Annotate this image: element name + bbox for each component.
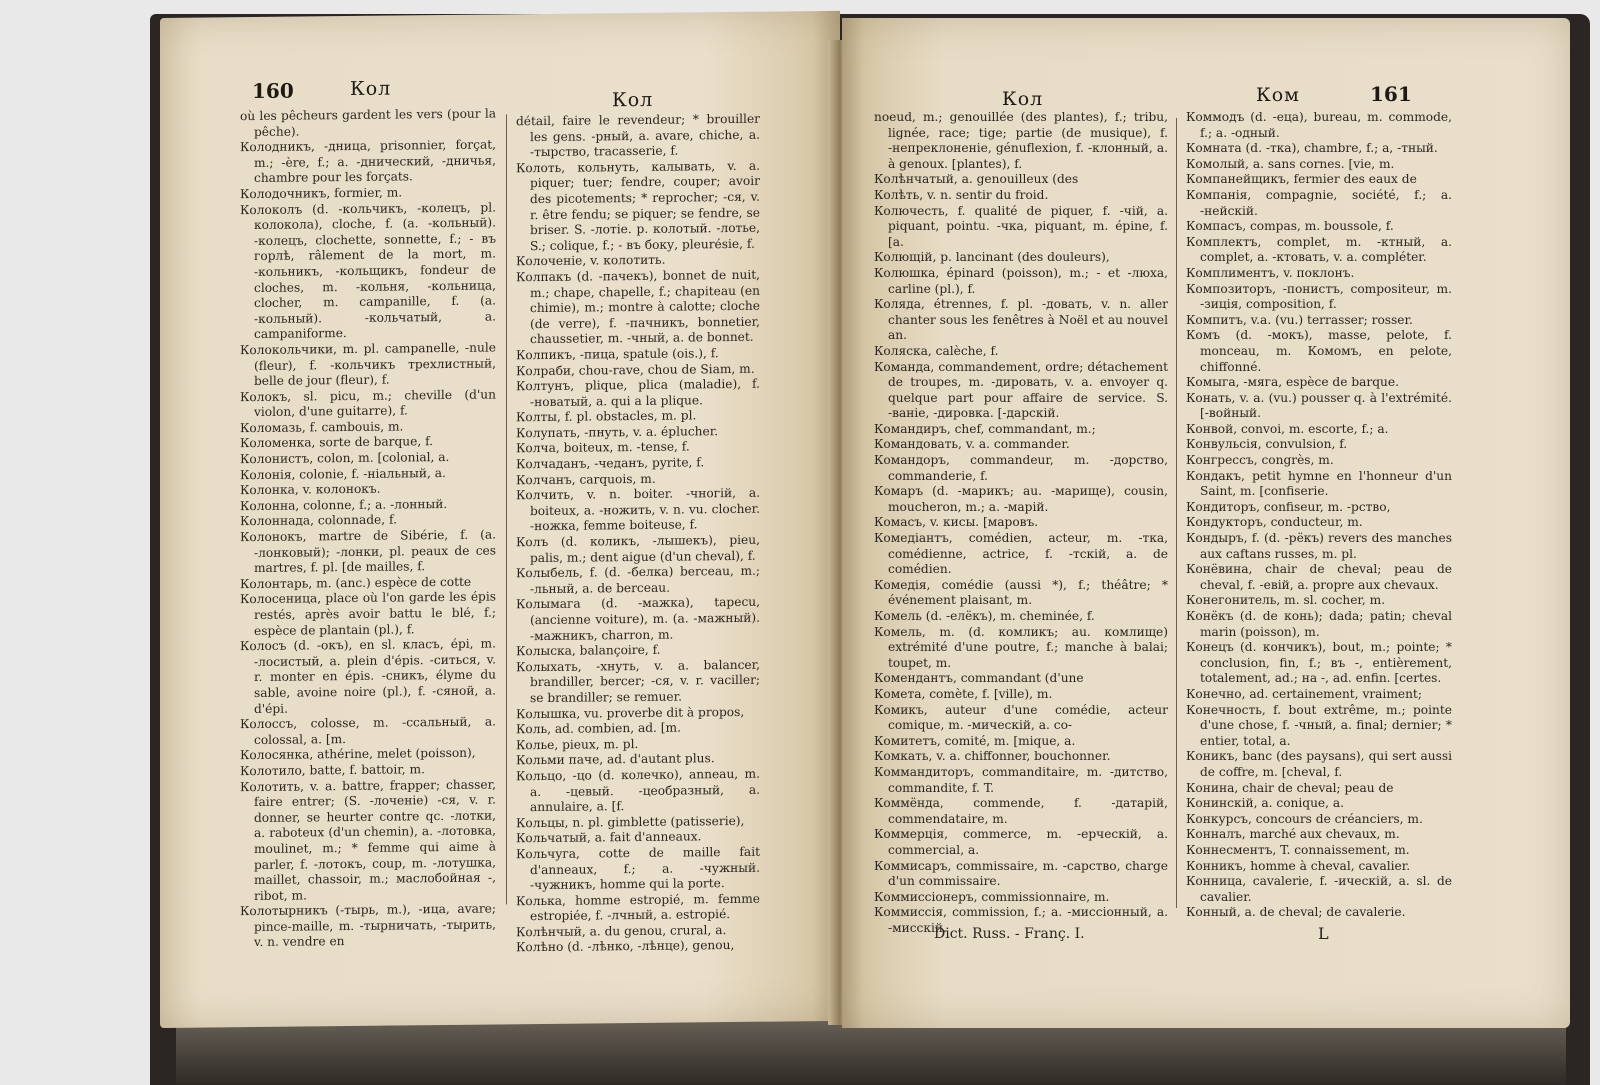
dictionary-entry: Коммёнда, commende, f. -датарій, commendataire, m.	[874, 796, 1168, 826]
running-head-left: Кол	[1002, 88, 1044, 110]
dictionary-entry: Конёкъ (d. de конь); dada; patin; cheval marin (poisson), m.	[1186, 609, 1452, 639]
dictionary-entry: Колчанъ, carquois, m.	[516, 471, 656, 487]
dictionary-entry: où les pêcheurs gardent les vers (pour la pêche).	[240, 106, 496, 139]
dictionary-entry: Колѣть, v. n. sentir du froid.	[874, 187, 1049, 202]
column-rule	[506, 114, 507, 904]
dictionary-entry: Колѣнчатый, a. genouilleux (des	[874, 172, 1079, 187]
dictionary-entry: Коникъ, banc (des paysans), qui sert aussi de coffre, m. [cheval, f.	[1186, 749, 1452, 779]
dictionary-entry: Колоннада, colonnade, f.	[240, 512, 397, 529]
dictionary-entry: Комплектъ, complet, m. -ктный, a. complet, a. -ктовать, v. a. compléter.	[1186, 234, 1452, 265]
dictionary-entry: Конникъ, homme à cheval, cavalier.	[1186, 858, 1411, 873]
dictionary-entry: Коннесментъ, T. connaissement, m.	[1186, 842, 1410, 857]
left-column-1	[240, 106, 496, 950]
dictionary-entry: Колраби, chou-rave, chou de Siam, m.	[516, 361, 755, 378]
dictionary-entry: Кольми паче, ad. d'autant plus.	[516, 751, 715, 768]
column-rule	[1176, 118, 1177, 908]
dictionary-entry: Колча, boiteux, m. -tense, f.	[516, 439, 690, 456]
dictionary-entry: Колючесть, f. qualité de piquer, f. -чій, a. piquant, pointu. -чка, piquant, m. épine, f. [a.	[874, 203, 1168, 249]
dictionary-entry: Конный, a. de cheval; de cavalerie.	[1186, 905, 1406, 920]
dictionary-entry: Комель (d. -елёкъ), m. cheminée, f.	[874, 609, 1095, 623]
dictionary-entry: Конечность, f. bout extrême, m.; pointe d'une chose, f. -чный, a. final; dernier; * entier, total, a.	[1186, 702, 1452, 748]
dictionary-entry: Колющій, p. lancinant (des douleurs),	[874, 250, 1110, 265]
dictionary-entry: Колотило, batte, f. battoir, m.	[240, 762, 425, 779]
dictionary-entry: Колѣнчый, a. du genou, crural, a.	[516, 922, 727, 940]
dictionary-entry: Комасъ, v. кисы. [маровъ.	[874, 515, 1039, 530]
dictionary-entry: Колонистъ, colon, m. [colonial, a.	[240, 450, 450, 467]
dictionary-entry: Колокъ, sl. picu, m.; cheville (d'un violon, d'une guitarre), f.	[240, 387, 496, 420]
dictionary-entry: Комедіантъ, comédien, acteur, m. -тка, comédienne, actrice, f. -тскій, a. de comédien.	[874, 531, 1168, 577]
dictionary-entry: Командоръ, commandeur, m. -дорство, commanderie, f.	[874, 453, 1168, 483]
dictionary-entry: Конечно, ad. certainement, vraiment;	[1186, 686, 1422, 701]
dictionary-entry: Колосянка, athérine, melet (poisson),	[240, 746, 476, 763]
dictionary-entry: Компасъ, compas, m. boussole, f.	[1186, 219, 1394, 234]
dictionary-entry: Колышка, vu. proverbe dit à propos,	[516, 704, 745, 721]
dictionary-entry: Компанейщикъ, fermier des eaux de	[1186, 172, 1417, 187]
dictionary-entry: Командиръ, chef, commandant, m.;	[874, 421, 1096, 436]
dictionary-entry: Колчить, v. n. boiter. -чногій, a. boiteux, a. -ножить, v. n. vu. clocher. -ножка, femme boiteuse, f.	[516, 485, 760, 534]
dictionary-entry: Комыга, -мяга, espèce de barque.	[1186, 375, 1399, 390]
dictionary-entry: Конгрессъ, congrès, m.	[1186, 453, 1334, 468]
dictionary-entry: Колонна, colonne, f.; a. -лонный.	[240, 496, 448, 514]
running-head: Кол	[350, 77, 392, 101]
page-footer: Dict. Russ. - Franç. I.	[934, 926, 1085, 942]
dictionary-entry: Кондыръ, f. (d. -рёкъ) revers des manches aux caftans russes, m. pl.	[1186, 531, 1452, 561]
dictionary-entry: Колоколъ (d. -кольчикъ, -колецъ, pl. колокола), cloche, f. (a. -кольный). -колецъ, clochette, sonnette, f.; - въ горлѣ, râlement de la mort, m. -кольникъ, -кольщикъ, fondeur de cloches, m. -кольня, -кольница, clocher, m. campanille, f. (a. -кольный). -кольчатый, a. campaniforme.	[240, 200, 496, 342]
dictionary-entry: Колѣно (d. -лѣнко, -лѣнце), genou,	[516, 938, 735, 955]
dictionary-entry: Колонія, colonie, f. -ніальный, a.	[240, 465, 446, 482]
dictionary-entry: Колосеница, place où l'on garde les épis restés, après avoir battu le blé, f.; espèce de plantain (pl.), f.	[240, 589, 496, 638]
running-head-right: Ком	[1256, 84, 1300, 106]
dictionary-entry: Колотырникъ (-тырь, m.), -ица, avare; pince-maille, m. -тырничать, -тырить, v. n. vendre en	[240, 901, 496, 950]
dictionary-entry: Кольцы, n. pl. gimblette (patisserie),	[516, 813, 745, 830]
dictionary-entry: Комель, m. (d. комликъ; au. комлище) extrémité d'une poutre, f.; manche à balai; toupet, m.	[874, 624, 1168, 670]
dictionary-entry: détail, faire le revendeur; * brouiller les gens. -рный, a. avare, chiche, a. -тырство, tracasserie, f.	[516, 111, 760, 160]
dictionary-entry: Комета, comète, f. [ville), m.	[874, 686, 1053, 701]
left-page	[160, 11, 840, 1028]
left-column-2	[516, 111, 760, 955]
dictionary-entry: Колты, f. pl. obstacles, m. pl.	[516, 408, 697, 425]
dictionary-entry: Конналъ, marché aux chevaux, m.	[1186, 827, 1400, 842]
dictionary-entry: Коломазь, f. cambouis, m.	[240, 419, 404, 436]
dictionary-entry: Конинскій, a. conique, a.	[1186, 796, 1345, 811]
dictionary-entry: Конница, cavalerie, f. -ическій, a. sl. de cavalier.	[1186, 874, 1452, 904]
dictionary-entry: Колонтарь, m. (anc.) espèce de cotte	[240, 574, 472, 591]
dictionary-entry: Комъ (d. -мокъ), masse, pelote, f. monceau, m. Комомъ, en pelote, chiffonné.	[1186, 328, 1452, 374]
dictionary-entry: Конвой, convoi, m. escorte, f.; a.	[1186, 421, 1389, 436]
dictionary-entry: Кондукторъ, conducteur, m.	[1186, 515, 1363, 530]
column-head: Кол	[612, 88, 654, 112]
dictionary-entry: Колоссъ, colosse, m. -ссальный, a. colossal, a. [m.	[240, 714, 496, 747]
dictionary-entry: Колька, homme estropié, m. femme estropiée, f. -лчный, a. estropié.	[516, 891, 760, 924]
dictionary-entry: Кольчуга, cotte de maille fait d'anneaux, f.; a. -чужный. -чужникъ, homme qui la porte.	[516, 844, 760, 893]
dictionary-entry: Комедія, comédie (aussi *), f.; théâtre; * événement plaisant, m.	[874, 577, 1168, 608]
dictionary-entry: Колоченіе, v. колотить.	[516, 253, 666, 269]
right-column-2	[1186, 110, 1452, 922]
dictionary-entry: Конать, v. a. (vu.) pousser q. à l'extrémité. [-войный.	[1186, 390, 1452, 421]
dictionary-entry: Кондиторъ, confiseur, m. -рство,	[1186, 499, 1391, 514]
dictionary-entry: Комаръ (d. -марикъ; au. -марище), cousin, moucheron, m.; a. -марій.	[874, 484, 1168, 514]
dictionary-entry: Комитетъ, comité, m. [mique, a.	[874, 733, 1076, 748]
dictionary-entry: Колыска, balançoire, f.	[516, 642, 661, 659]
dictionary-entry: Колодочникъ, formier, m.	[240, 185, 403, 202]
dictionary-entry: Колчаданъ, -чеданъ, pyrite, f.	[516, 455, 705, 472]
dictionary-entry: Колпакъ (d. -пачекъ), bonnet de nuit, m.; chape, chapelle, f.; chapiteau (en chimie), m.; montre à calotte; cloche (de verre), f. -пачникъ, bonnetier, chaussetier, m. -чный, a. de bonnet.	[516, 267, 760, 347]
dictionary-entry: Компитъ, v.a. (vu.) terrasser; rosser.	[1186, 312, 1413, 327]
dictionary-entry: Колюшка, épinard (poisson), m.; - et -люха, carline (pl.), f.	[874, 265, 1168, 296]
dictionary-entry: Коммандиторъ, commanditaire, m. -дитство, commandite, f. T.	[874, 764, 1168, 795]
dictionary-entry: Колъ (d. коликъ, -лышекъ), pieu, palis, m.; dent aigue (d'un cheval), f.	[516, 532, 760, 565]
dictionary-entry: Колымага (d. -мажка), tapecu, (ancienne voiture), m. (a. -мажный). -мажникъ, charron, m.	[516, 595, 760, 643]
dictionary-entry: Комплиментъ, v. поклонъ.	[1186, 265, 1355, 280]
dictionary-entry: Конвульсія, convulsion, f.	[1186, 437, 1348, 452]
dictionary-entry: Колпикъ, -пица, spatule (ois.), f.	[516, 346, 719, 363]
dictionary-entry: Коляска, calèche, f.	[874, 343, 999, 358]
dictionary-entry: Колупать, -пнуть, v. a. éplucher.	[516, 424, 719, 441]
dictionary-entry: Колокольчики, m. pl. campanelle, -nule (fleur), f. -кольчикъ трехлистный, belle de jour (fleur), f.	[240, 340, 496, 389]
dictionary-entry: Кольцо, -цо (d. колечко), anneau, m. a. -цевый. -цеобразный, a. annulaire, a. [f.	[516, 766, 760, 815]
dictionary-entry: Коммерція, commerce, m. -ерческій, a. commercial, a.	[874, 827, 1168, 857]
dictionary-entry: Колоть, кольнуть, калывать, v. a. piquer; tuer; fendre, couper; avoir des picotements; * reprocher; -ся, v. r. être fendu; se piquer; se fendre, se briser. S. -лотіе. р. колотый. -лотье, S.; colique, f.; - въ боку, pleurésie, f.	[516, 158, 760, 253]
dictionary-entry: Коммиссіонеръ, commissionnaire, m.	[874, 889, 1110, 904]
dictionary-entry: Коляда, étrennes, f. pl. -довать, v. n. aller chanter sous les fenêtres à Noël et au nouvel an.	[874, 297, 1168, 343]
dictionary-entry: Кольчатый, a. fait d'anneaux.	[516, 829, 702, 846]
dictionary-entry: Команда, commandement, ordre; détachement de troupes, m. -дировать, v. a. envoyer q. quelque part pour affaire de service. S. -ваніе, -дировка. [-дарскій.	[874, 359, 1168, 421]
dictionary-entry: Комикъ, auteur d'une comédie, acteur comique, m. -мическій, a. co-	[874, 702, 1168, 733]
dictionary-entry: Колотить, v. a. battre, frapper; chasser, faire entrer; (S. -лоченіе) -ся, v. r. donner, se heurter contre qc. -лотки, a. raboteux (d'un chemin), a. -лотовка, moulinet, m.; * femme qui aime à parler, f. -лотокъ, coup, m. -лотушка, maillet, chassoir, m.; маслобойная -, ribot, m.	[240, 777, 496, 903]
dictionary-entry: Кондакъ, petit hymne en l'honneur d'un Saint, m. [confiserie.	[1186, 468, 1452, 499]
dictionary-entry: Компанія, compagnie, société, f.; a. -нейскій.	[1186, 187, 1452, 218]
dictionary-entry: Конёвина, chair de cheval; peau de cheval, f. -евій, a. propre aux chevaux.	[1186, 562, 1452, 592]
dictionary-entry: Колонка, v. колонокъ.	[240, 481, 381, 498]
dictionary-entry: Колодникъ, -дница, prisonnier, forçat, m.; -ère, f.; a. -днический, -дничья, chambre pour les forçats.	[240, 137, 496, 186]
dictionary-entry: Коммиссія, commission, f.; a. -миссіонный, a. -мисскій.	[874, 905, 1168, 935]
dictionary-entry: Композиторъ, -понистъ, compositeur, m. -зиція, composition, f.	[1186, 281, 1452, 312]
right-page	[842, 18, 1570, 1028]
dictionary-entry: Колье, pieux, m. pl.	[516, 736, 639, 753]
dictionary-entry: Колтунъ, plique, plica (maladie), f. -новатый, a. qui a la plique.	[516, 376, 760, 409]
page-number: 160	[252, 78, 294, 104]
dictionary-entry: Конина, chair de cheval; peau de	[1186, 780, 1394, 795]
dictionary-entry: Коммисаръ, commissaire, m. -сарство, charge d'un commissaire.	[874, 858, 1168, 889]
dictionary-entry: Колосъ (d. -окъ), en sl. класъ, épi, m. -лосистый, a. plein d'épis. -ситься, v. r. monter en épis. -сникъ, élyme du sable, avoine noire (pl.), f. -сяной, a. d'épi.	[240, 636, 496, 716]
dictionary-entry: Комната (d. -тка), chambre, f.; a, -тный.	[1186, 141, 1438, 156]
dictionary-entry: Колонокъ, martre de Sibérie, f. (a. -лонковый); -лонки, pl. peaux de ces martres, f. pl. [de mailles, f.	[240, 527, 496, 576]
dictionary-entry: noeud, m.; genouillée (des plantes), f.; tribu, lignée, race; tige; partie (de musique), f. -непреклоненіе, génuflexion, f. -клонный, a. à genoux. [plantes), f.	[874, 110, 1168, 171]
dictionary-entry: Комендантъ, commandant (d'une	[874, 671, 1084, 686]
dictionary-entry: Коммодъ (d. -еца), bureau, m. commode, f.; a. -одный.	[1186, 110, 1452, 140]
dictionary-entry: Командовать, v. a. commander.	[874, 437, 1070, 452]
dictionary-entry: Коль, ad. combien, ad. [m.	[516, 720, 681, 737]
dictionary-entry: Комолый, a. sans cornes. [vie, m.	[1186, 156, 1395, 171]
page-number: 161	[1370, 82, 1412, 106]
dictionary-entry: Конкурсъ, concours de créanciers, m.	[1186, 811, 1423, 826]
dictionary-entry: Колыхать, -хнуть, v. a. balancer, brandiller, bercer; -ся, v. r. vaciller; se brandiller; se remuer.	[516, 657, 760, 706]
dictionary-entry: Комкать, v. a. chiffonner, bouchonner.	[874, 749, 1111, 764]
dictionary-entry: Конегонитель, m. sl. cocher, m.	[1186, 593, 1386, 608]
dictionary-entry: Конецъ (d. кончикъ), bout, m.; pointe; * conclusion, fin, f.; въ -, entièrement, totalement, ad.; на -, ad. enfin. [certes.	[1186, 640, 1452, 686]
dictionary-entry: Колыбель, f. (d. -белка) berceau, m.; -льный, a. de berceau.	[516, 563, 760, 596]
signature-mark: L	[1318, 924, 1329, 943]
dictionary-entry: Коломенка, sorte de barque, f.	[240, 434, 434, 451]
